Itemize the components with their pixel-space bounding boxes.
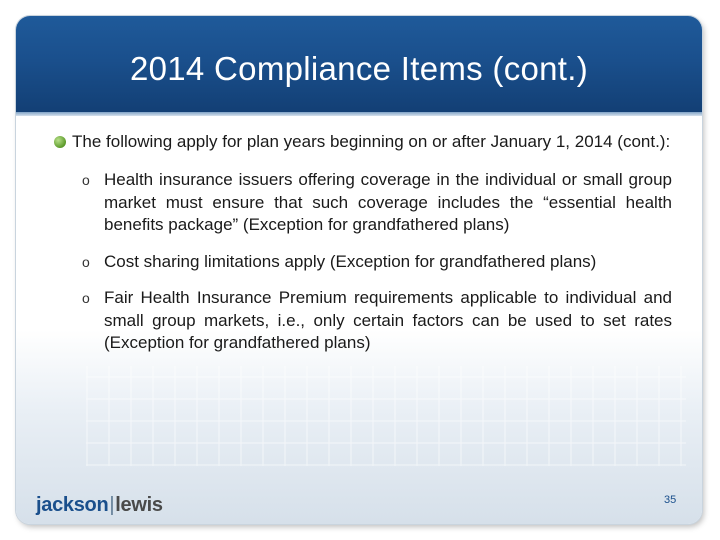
green-bullet-icon xyxy=(54,136,66,148)
logo-left-text: jackson xyxy=(36,494,109,516)
decorative-squares xyxy=(86,366,686,466)
circle-bullet-icon: o xyxy=(82,253,90,270)
circle-bullet-icon: o xyxy=(82,172,90,188)
sub-bullet-text: Health insurance issuers offering coverage in the individual or small group market must ensure that such coverage includes the “essential health benefits package” (Exception for grandfathered plans) xyxy=(104,170,672,234)
logo-right-text: lewis xyxy=(115,494,163,516)
sub-bullet-text: Cost sharing limitations apply (Exception for grandfathered plans) xyxy=(104,251,597,271)
sub-bullet-text: Fair Health Insurance Premium requirements applicable to individual and small group markets, i.e., only certain factors can be used to set rates (Exception for grandfathered plans) xyxy=(104,288,672,352)
circle-bullet-icon: o xyxy=(82,290,90,306)
main-bullet-text: The following apply for plan years beginning on or after January 1, 2014 (cont.): xyxy=(72,132,671,151)
slide-content xyxy=(52,131,672,369)
slide-title: 2014 Compliance Items (cont.) xyxy=(129,50,589,87)
sub-bullet-item xyxy=(82,169,672,237)
main-bullet xyxy=(52,131,672,153)
title-bar xyxy=(16,16,702,116)
jackson-lewis-logo xyxy=(36,494,163,517)
slide xyxy=(16,16,702,524)
logo-separator: | xyxy=(109,494,115,516)
sub-bullet-list xyxy=(52,169,672,355)
sub-bullet-item xyxy=(82,251,672,274)
sub-bullet-item xyxy=(82,287,672,355)
page-number: 35 xyxy=(664,494,677,506)
